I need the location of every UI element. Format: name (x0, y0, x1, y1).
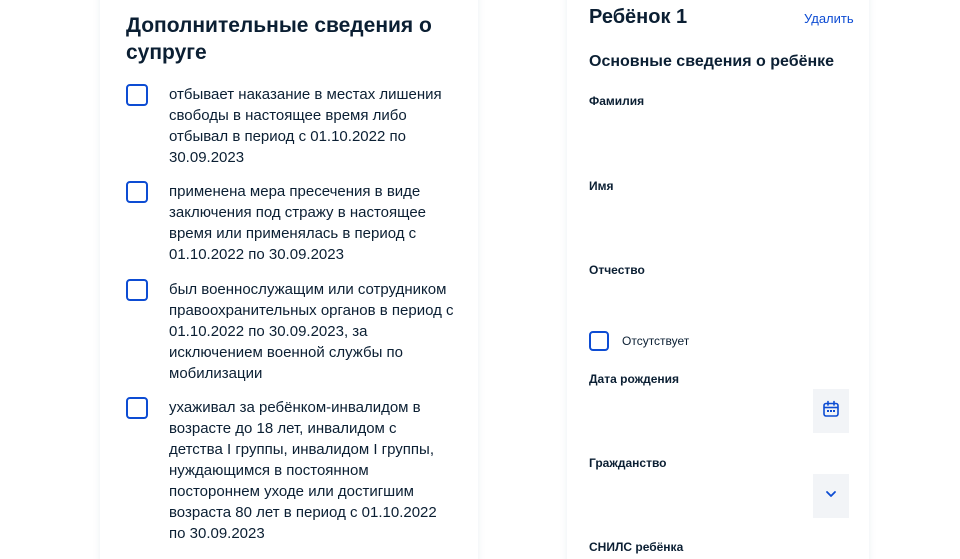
citizenship-dropdown-button[interactable] (813, 474, 849, 518)
checkbox-label: применена мера пресечения в виде заключения под стражу в настоящее время или применялась в период с 01.10.2022 по 30.09.2023 (169, 183, 426, 263)
last-name-input[interactable] (589, 108, 849, 148)
checkbox[interactable] (126, 181, 148, 203)
patronymic-input[interactable] (589, 278, 849, 318)
checkbox-label: был военнослужащим или сотрудником правоохранительных органов в период с 01.10.2022 по 30.09.2023, за исключением военной службы по мобилизации (169, 281, 454, 382)
checkbox-label: ухаживал за ребёнком-инвалидом в возрасте до 18 лет, инвалидом с детства I группы, инвалидом I группы, нуждающимся в постоянном постороннем уходе или достигшим возраста 80 лет в период с 01.10.2022 по 30.09.2023 (169, 399, 437, 542)
first-name-input[interactable] (589, 193, 849, 233)
spouse-option-caregiver[interactable] (126, 397, 466, 544)
delete-child-link[interactable]: Удалить (804, 11, 854, 26)
page-margin (0, 0, 84, 559)
spouse-option-military[interactable] (126, 279, 466, 384)
snils-label: СНИЛС ребёнка (589, 540, 684, 554)
birth-date-label: Дата рождения (589, 372, 680, 386)
checkbox[interactable] (126, 84, 148, 106)
birth-date-input[interactable] (589, 390, 809, 430)
checkbox[interactable] (126, 397, 148, 419)
calendar-icon (822, 400, 840, 423)
patronymic-absent-checkbox[interactable] (589, 331, 689, 351)
checkbox-label: Отсутствует (622, 334, 690, 348)
checkbox-label: отбывает наказание в местах лишения свободы в настоящее время либо отбывал в период с 01.10.2022 по 30.09.2023 (169, 86, 442, 166)
calendar-button[interactable] (813, 389, 849, 433)
patronymic-label: Отчество (589, 263, 645, 277)
last-name-label: Фамилия (589, 94, 645, 108)
citizenship-label: Гражданство (589, 456, 667, 470)
spouse-option-detention[interactable] (126, 181, 466, 265)
checkbox[interactable] (126, 279, 148, 301)
first-name-label: Имя (589, 179, 614, 193)
child-title: Ребёнок 1 (589, 6, 688, 28)
checkbox[interactable] (589, 331, 609, 351)
spouse-section-title: Дополнительные сведения о супруге (126, 14, 432, 64)
citizenship-select[interactable] (589, 475, 809, 515)
spouse-option-imprisonment[interactable] (126, 84, 466, 168)
child-subtitle: Основные сведения о ребёнке (589, 53, 835, 70)
chevron-down-icon (824, 487, 838, 506)
